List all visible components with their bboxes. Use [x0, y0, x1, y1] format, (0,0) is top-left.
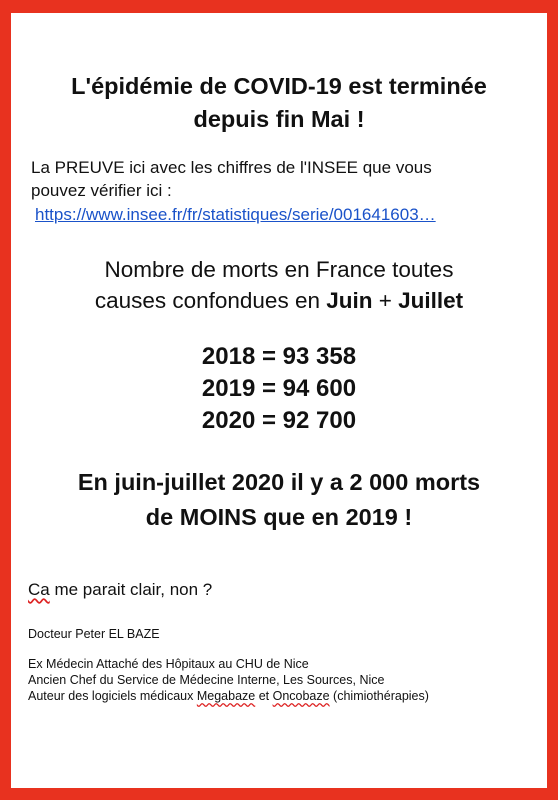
subtitle-plus: + [372, 288, 399, 313]
conclusion-line-2: de MOINS que en 2019 ! [145, 504, 413, 530]
subtitle-month-2: Juillet [398, 288, 464, 313]
author-role-1: Ex Médecin Attaché des Hôpitaux au CHU de Nice [28, 657, 309, 671]
question-rest: me parait clair, non ? [49, 580, 213, 599]
stat-year: 2019 [201, 375, 256, 402]
subtitle-month-1: Juin [326, 288, 373, 313]
stat-line: 2019 = 94 600 [201, 375, 357, 402]
intro-line-2: pouvez vérifier ici : [31, 181, 172, 200]
author-role-3-suffix: (chimiothérapies) [329, 689, 429, 703]
headline-line-2: depuis fin Mai ! [193, 106, 365, 132]
question-first-word: Ca [28, 580, 50, 599]
stat-line: 2018 = 93 358 [201, 343, 357, 370]
stat-year: 2018 [201, 343, 256, 370]
subtitle-line-2 [11, 288, 547, 314]
author-role-3 [28, 689, 429, 703]
stat-value: 94 600 [282, 375, 357, 402]
author-name: Docteur Peter EL BAZE [28, 627, 160, 641]
stat-line: 2020 = 92 700 [201, 407, 357, 434]
insee-link[interactable]: https://www.insee.fr/fr/statistiques/serie/001641603… [35, 205, 436, 224]
subtitle-line-1: Nombre de morts en France toutes [104, 257, 454, 282]
stat-value: 93 358 [282, 343, 357, 370]
question-text [28, 580, 212, 600]
headline-line-1: L'épidémie de COVID-19 est terminée [71, 73, 487, 99]
stat-value: 92 700 [282, 407, 357, 434]
software-name: Megabaze [196, 689, 256, 703]
author-role-2: Ancien Chef du Service de Médecine Interne, Les Sources, Nice [28, 673, 385, 687]
poster [11, 13, 547, 788]
conclusion-line-1: En juin-juillet 2020 il y a 2 000 morts [77, 469, 481, 495]
intro-line-1: La PREUVE ici avec les chiffres de l'INSEE que vous [31, 158, 432, 177]
author-role-3-prefix: Auteur des logiciels médicaux [28, 689, 197, 703]
subtitle-prefix: causes confondues en [94, 288, 327, 313]
stat-year: 2020 [201, 407, 256, 434]
author-role-3-and: et [255, 689, 273, 703]
software-name: Oncobaze [272, 689, 330, 703]
